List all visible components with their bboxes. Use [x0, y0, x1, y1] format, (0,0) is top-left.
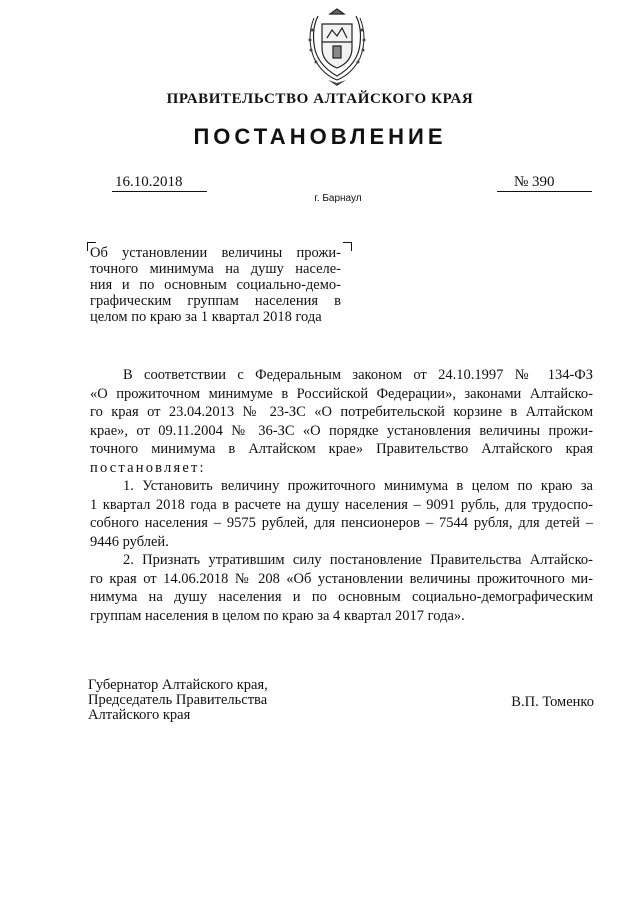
title-line: графическим группам населения в — [90, 293, 341, 309]
body-line: собного населения – 9575 рублей, для пенсионеров – 7544 рубля, для детей – — [90, 515, 593, 531]
resolution-word: постановляет: — [90, 459, 206, 476]
body-line: точного минимума в Алтайском крае» Правительство Алтайского края — [90, 441, 593, 457]
title-bracket-right — [343, 242, 352, 251]
title-line: ния и по основным социально-демо- — [90, 277, 341, 293]
body-line: го края от 14.06.2018 № 208 «Об установлении величины прожиточного ми- — [90, 570, 593, 587]
title-line: точного минимума на душу населе- — [90, 261, 341, 277]
document-title — [90, 245, 341, 325]
body-line: 9446 рублей. — [90, 533, 169, 550]
body-line: го края от 23.04.2013 № 23-ЗС «О потребительской корзине в Алтайском — [90, 404, 593, 420]
signatory-line: Председатель Правительства — [88, 692, 268, 708]
body-line: крае», от 09.11.2004 № 36-ЗС «О порядке установления величины прожи- — [90, 422, 593, 439]
body-line: 2. Признать утратившим силу постановление Правительства Алтайско- — [123, 552, 593, 568]
body-line: нимума на душу населения и по основным социально-демографическим — [90, 589, 593, 605]
city-name: г. Барнаул — [314, 193, 362, 204]
number-underline — [497, 191, 592, 192]
coat-of-arms-icon — [300, 8, 374, 88]
title-line: целом по краю за 1 квартал 2018 года — [90, 309, 322, 325]
body-line: 1. Установить величину прожиточного минимума в целом по краю за — [123, 478, 593, 494]
signatory-position — [88, 678, 268, 723]
signatory-name: В.П. Томенко — [511, 694, 594, 710]
signatory-line: Губернатор Алтайского края, — [88, 677, 268, 693]
document-date: 16.10.2018 — [115, 174, 183, 190]
government-name: ПРАВИТЕЛЬСТВО АЛТАЙСКОГО КРАЯ — [166, 91, 474, 107]
body-line: группам населения в целом по краю за 4 квартал 2017 года». — [90, 607, 465, 624]
document-body — [90, 366, 593, 625]
document-number: № 390 — [514, 174, 555, 190]
title-line: Об установлении величины прожи- — [90, 245, 341, 261]
body-line: 1 квартал 2018 года в расчете на душу населения – 9091 рубль, для трудоспо- — [90, 496, 593, 513]
signatory-line: Алтайского края — [88, 707, 191, 723]
document-type: ПОСТАНОВЛЕНИЕ — [193, 124, 447, 149]
body-line: В соответствии с Федеральным законом от 24.10.1997 № 134-ФЗ — [123, 367, 593, 383]
body-line: «О прожиточном минимуме в Российской Федерации», законами Алтайско- — [90, 385, 593, 402]
date-underline — [112, 191, 207, 192]
